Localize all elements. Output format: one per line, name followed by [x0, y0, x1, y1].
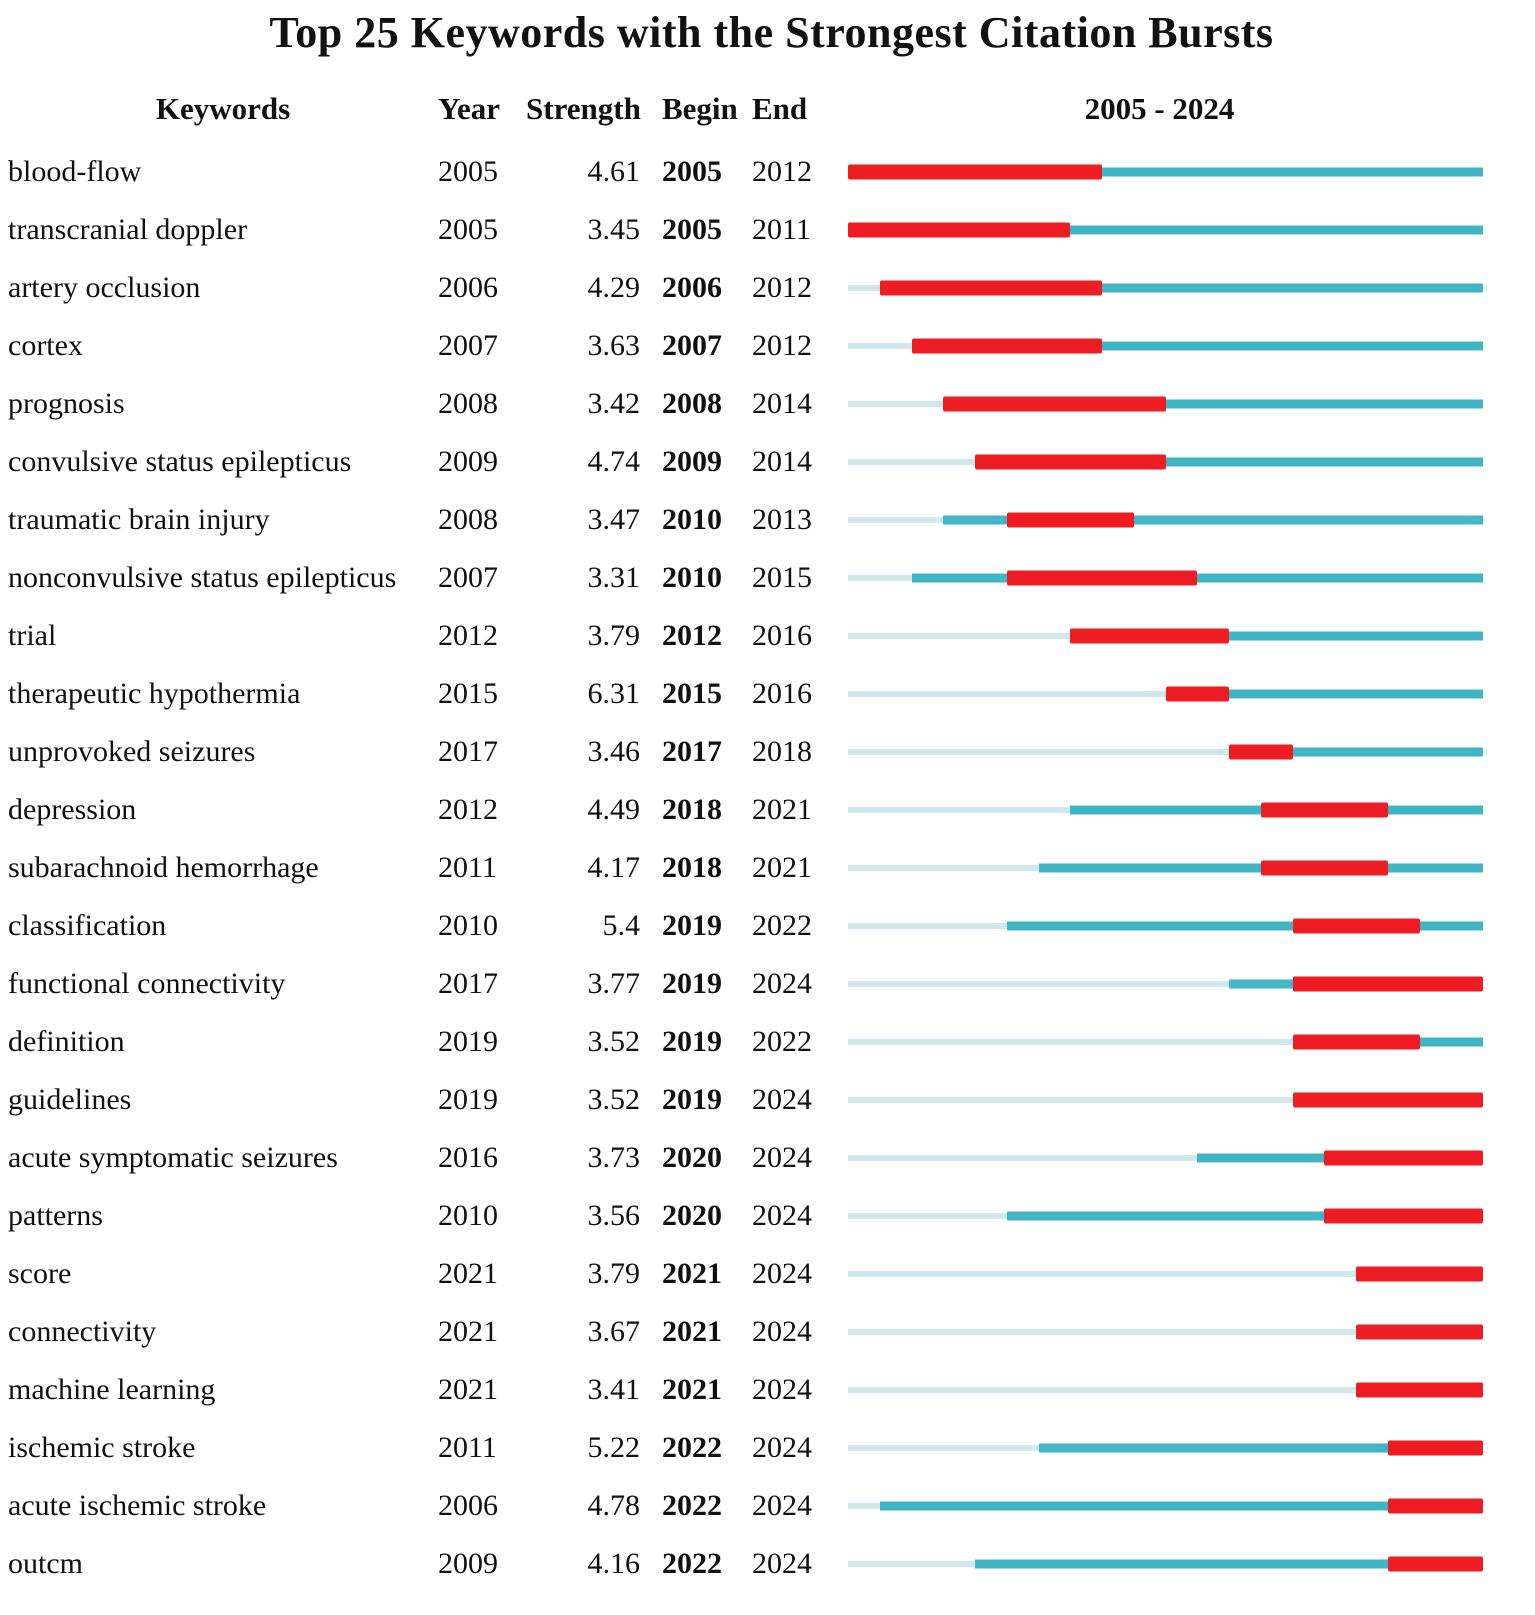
table-body: [8, 143, 1535, 1593]
timeline-segment-active: [1420, 1037, 1484, 1046]
timeline-bar: [848, 259, 1483, 317]
strength-cell: 3.77: [587, 966, 640, 1000]
keyword-cell: transcranial doppler: [8, 212, 248, 246]
end-cell: 2018: [752, 734, 812, 768]
table-row: [8, 143, 1535, 201]
timeline-bar: [848, 839, 1483, 897]
strength-cell: 3.56: [587, 1198, 640, 1232]
end-cell: 2014: [752, 444, 812, 478]
year-cell: 2012: [438, 618, 498, 652]
timeline-segment-burst: [880, 280, 1102, 295]
timeline-segment-inactive: [848, 1155, 1197, 1161]
timeline-segment-active: [1102, 283, 1483, 292]
timeline-segment-active: [1007, 1211, 1325, 1220]
end-cell: 2024: [752, 1546, 812, 1580]
table-row: [8, 201, 1535, 259]
timeline-segment-active: [1229, 979, 1293, 988]
strength-cell: 3.46: [587, 734, 640, 768]
timeline-segment-burst: [1229, 744, 1293, 759]
begin-cell: 2020: [662, 1140, 722, 1174]
keyword-cell: subarachnoid hemorrhage: [8, 850, 319, 884]
begin-cell: 2022: [662, 1488, 722, 1522]
strength-cell: 5.22: [587, 1430, 640, 1464]
col-header-timeline: 2005 - 2024: [1084, 90, 1235, 126]
begin-cell: 2022: [662, 1430, 722, 1464]
keyword-cell: patterns: [8, 1198, 103, 1232]
timeline-segment-burst: [1007, 570, 1198, 585]
table-row: [8, 549, 1535, 607]
begin-cell: 2005: [662, 154, 722, 188]
table-row: [8, 839, 1535, 897]
timeline-segment-inactive: [848, 1445, 1039, 1451]
begin-cell: 2010: [662, 560, 722, 594]
strength-cell: 3.47: [587, 502, 640, 536]
timeline-segment-burst: [1356, 1324, 1483, 1339]
timeline-segment-inactive: [848, 1503, 880, 1509]
keyword-cell: definition: [8, 1024, 125, 1058]
table-row: [8, 897, 1535, 955]
keyword-cell: machine learning: [8, 1372, 216, 1406]
begin-cell: 2009: [662, 444, 722, 478]
year-cell: 2017: [438, 734, 498, 768]
timeline-segment-active: [1197, 573, 1483, 582]
table-row: [8, 1303, 1535, 1361]
table-row: [8, 955, 1535, 1013]
timeline-segment-burst: [912, 338, 1103, 353]
end-cell: 2012: [752, 154, 812, 188]
strength-cell: 3.52: [587, 1024, 640, 1058]
end-cell: 2024: [752, 1198, 812, 1232]
timeline-segment-inactive: [848, 1213, 1007, 1219]
keyword-cell: artery occlusion: [8, 270, 201, 304]
keyword-cell: prognosis: [8, 386, 125, 420]
strength-cell: 3.79: [587, 1256, 640, 1290]
year-cell: 2009: [438, 1546, 498, 1580]
timeline-segment-burst: [1261, 802, 1388, 817]
timeline-segment-inactive: [848, 1271, 1356, 1277]
end-cell: 2024: [752, 1372, 812, 1406]
strength-cell: 3.41: [587, 1372, 640, 1406]
year-cell: 2008: [438, 386, 498, 420]
timeline-segment-burst: [1070, 628, 1229, 643]
timeline-bar: [848, 1013, 1483, 1071]
begin-cell: 2018: [662, 792, 722, 826]
table-row: [8, 781, 1535, 839]
timeline-segment-inactive: [848, 401, 943, 407]
timeline-segment-burst: [1324, 1208, 1483, 1223]
year-cell: 2005: [438, 212, 498, 246]
year-cell: 2009: [438, 444, 498, 478]
year-cell: 2021: [438, 1314, 498, 1348]
timeline-segment-burst: [1324, 1150, 1483, 1165]
year-cell: 2015: [438, 676, 498, 710]
timeline-segment-burst: [1293, 918, 1420, 933]
begin-cell: 2021: [662, 1256, 722, 1290]
timeline-bar: [848, 1187, 1483, 1245]
keyword-cell: traumatic brain injury: [8, 502, 270, 536]
timeline-bar: [848, 549, 1483, 607]
strength-cell: 4.49: [587, 792, 640, 826]
timeline-segment-burst: [1007, 512, 1134, 527]
year-cell: 2019: [438, 1082, 498, 1116]
strength-cell: 3.67: [587, 1314, 640, 1348]
year-cell: 2019: [438, 1024, 498, 1058]
timeline-segment-inactive: [848, 517, 943, 523]
year-cell: 2010: [438, 908, 498, 942]
timeline-segment-inactive: [848, 865, 1039, 871]
timeline-segment-burst: [1388, 1440, 1483, 1455]
timeline-bar: [848, 433, 1483, 491]
begin-cell: 2021: [662, 1372, 722, 1406]
begin-cell: 2005: [662, 212, 722, 246]
end-cell: 2022: [752, 908, 812, 942]
end-cell: 2016: [752, 618, 812, 652]
strength-cell: 3.52: [587, 1082, 640, 1116]
strength-cell: 3.42: [587, 386, 640, 420]
timeline-segment-burst: [848, 222, 1070, 237]
table-row: [8, 1071, 1535, 1129]
year-cell: 2006: [438, 270, 498, 304]
begin-cell: 2012: [662, 618, 722, 652]
timeline-segment-active: [1134, 515, 1483, 524]
timeline-segment-active: [1102, 167, 1483, 176]
timeline-segment-inactive: [848, 923, 1007, 929]
strength-cell: 4.78: [587, 1488, 640, 1522]
keyword-cell: connectivity: [8, 1314, 157, 1348]
table-row: [8, 1129, 1535, 1187]
timeline-bar: [848, 1535, 1483, 1593]
timeline-segment-active: [1102, 341, 1483, 350]
end-cell: 2024: [752, 1256, 812, 1290]
timeline-segment-inactive: [848, 459, 975, 465]
begin-cell: 2021: [662, 1314, 722, 1348]
timeline-segment-active: [943, 515, 1007, 524]
strength-cell: 3.73: [587, 1140, 640, 1174]
col-header-keywords: Keywords: [155, 90, 291, 126]
chart-title: Top 25 Keywords with the Strongest Citation Bursts: [269, 8, 1274, 57]
timeline-segment-active: [1197, 1153, 1324, 1162]
end-cell: 2012: [752, 270, 812, 304]
timeline-segment-burst: [1293, 1092, 1484, 1107]
year-cell: 2016: [438, 1140, 498, 1174]
strength-cell: 5.4: [602, 908, 640, 942]
table-row: [8, 259, 1535, 317]
end-cell: 2024: [752, 1488, 812, 1522]
end-cell: 2022: [752, 1024, 812, 1058]
timeline-bar: [848, 781, 1483, 839]
end-cell: 2013: [752, 502, 812, 536]
timeline-bar: [848, 897, 1483, 955]
year-cell: 2006: [438, 1488, 498, 1522]
table-row: [8, 1361, 1535, 1419]
begin-cell: 2015: [662, 676, 722, 710]
timeline-bar: [848, 143, 1483, 201]
year-cell: 2017: [438, 966, 498, 1000]
keyword-cell: unprovoked seizures: [8, 734, 256, 768]
timeline-segment-burst: [1356, 1266, 1483, 1281]
timeline-bar: [848, 1361, 1483, 1419]
timeline-bar: [848, 1071, 1483, 1129]
table-row: [8, 1245, 1535, 1303]
begin-cell: 2017: [662, 734, 722, 768]
strength-cell: 4.16: [587, 1546, 640, 1580]
strength-cell: 4.29: [587, 270, 640, 304]
col-header-end: End: [752, 90, 808, 126]
table-row: [8, 433, 1535, 491]
timeline-bar: [848, 1419, 1483, 1477]
table-row: [8, 1477, 1535, 1535]
timeline-segment-inactive: [848, 1387, 1356, 1393]
timeline-segment-inactive: [848, 807, 1070, 813]
table-row: [8, 1419, 1535, 1477]
timeline-segment-inactive: [848, 749, 1229, 755]
col-header-begin: Begin: [662, 90, 738, 126]
timeline-segment-active: [1166, 457, 1484, 466]
strength-cell: 3.45: [587, 212, 640, 246]
timeline-bar: [848, 723, 1483, 781]
timeline-bar: [848, 491, 1483, 549]
strength-cell: 4.61: [587, 154, 640, 188]
begin-cell: 2007: [662, 328, 722, 362]
begin-cell: 2022: [662, 1546, 722, 1580]
end-cell: 2024: [752, 1314, 812, 1348]
timeline-segment-inactive: [848, 691, 1166, 697]
timeline-bar: [848, 1303, 1483, 1361]
table-row: [8, 491, 1535, 549]
timeline-segment-active: [1388, 805, 1483, 814]
timeline-segment-active: [1070, 805, 1261, 814]
year-cell: 2010: [438, 1198, 498, 1232]
timeline-bar: [848, 375, 1483, 433]
strength-cell: 3.63: [587, 328, 640, 362]
strength-cell: 4.74: [587, 444, 640, 478]
year-cell: 2007: [438, 560, 498, 594]
end-cell: 2012: [752, 328, 812, 362]
end-cell: 2024: [752, 1430, 812, 1464]
table-row: [8, 665, 1535, 723]
keyword-cell: depression: [8, 792, 137, 826]
keyword-cell: guidelines: [8, 1082, 132, 1116]
keyword-cell: ischemic stroke: [8, 1430, 196, 1464]
end-cell: 2021: [752, 792, 812, 826]
year-cell: 2011: [438, 1430, 497, 1464]
begin-cell: 2006: [662, 270, 722, 304]
begin-cell: 2018: [662, 850, 722, 884]
timeline-bar: [848, 201, 1483, 259]
end-cell: 2014: [752, 386, 812, 420]
year-cell: 2012: [438, 792, 498, 826]
end-cell: 2024: [752, 1082, 812, 1116]
timeline-segment-active: [1229, 631, 1483, 640]
timeline-segment-burst: [1261, 860, 1388, 875]
col-header-year: Year: [438, 90, 500, 126]
keyword-cell: outcm: [8, 1546, 83, 1580]
end-cell: 2015: [752, 560, 812, 594]
table-row: [8, 723, 1535, 781]
timeline-segment-burst: [1293, 1034, 1420, 1049]
year-cell: 2005: [438, 154, 498, 188]
timeline-segment-burst: [1388, 1498, 1483, 1513]
timeline-bar: [848, 955, 1483, 1013]
keyword-cell: score: [8, 1256, 72, 1290]
timeline-bar: [848, 1477, 1483, 1535]
keyword-cell: trial: [8, 618, 57, 652]
keyword-cell: classification: [8, 908, 167, 942]
strength-cell: 4.17: [587, 850, 640, 884]
timeline-segment-active: [1166, 399, 1484, 408]
table-row: [8, 1535, 1535, 1593]
timeline-segment-burst: [1166, 686, 1230, 701]
begin-cell: 2008: [662, 386, 722, 420]
keyword-cell: acute ischemic stroke: [8, 1488, 267, 1522]
keyword-cell: functional connectivity: [8, 966, 286, 1000]
end-cell: 2024: [752, 1140, 812, 1174]
timeline-segment-inactive: [848, 1329, 1356, 1335]
keyword-cell: convulsive status epilepticus: [8, 444, 352, 478]
year-cell: 2021: [438, 1372, 498, 1406]
timeline-segment-inactive: [848, 1039, 1293, 1045]
begin-cell: 2019: [662, 908, 722, 942]
timeline-segment-active: [1039, 863, 1261, 872]
timeline-segment-burst: [975, 454, 1166, 469]
keyword-cell: cortex: [8, 328, 83, 362]
timeline-bar: [848, 1129, 1483, 1187]
begin-cell: 2019: [662, 1024, 722, 1058]
timeline-bar: [848, 1245, 1483, 1303]
timeline-segment-inactive: [848, 1097, 1293, 1103]
begin-cell: 2010: [662, 502, 722, 536]
strength-cell: 3.79: [587, 618, 640, 652]
timeline-segment-burst: [1388, 1556, 1483, 1571]
strength-cell: 3.31: [587, 560, 640, 594]
timeline-bar: [848, 665, 1483, 723]
timeline-segment-burst: [1293, 976, 1484, 991]
table-header: [8, 85, 1535, 133]
timeline-segment-inactive: [848, 633, 1070, 639]
keyword-cell: acute symptomatic seizures: [8, 1140, 338, 1174]
begin-cell: 2019: [662, 1082, 722, 1116]
timeline-segment-active: [1420, 921, 1484, 930]
timeline-segment-burst: [943, 396, 1165, 411]
end-cell: 2021: [752, 850, 812, 884]
timeline-segment-active: [880, 1501, 1388, 1510]
timeline-segment-active: [1039, 1443, 1388, 1452]
table-row: [8, 607, 1535, 665]
col-header-strength: Strength: [526, 90, 641, 126]
timeline-bar: [848, 607, 1483, 665]
timeline-segment-active: [1293, 747, 1484, 756]
keyword-cell: nonconvulsive status epilepticus: [8, 560, 397, 594]
timeline-segment-active: [912, 573, 1007, 582]
keyword-cell: blood-flow: [8, 154, 142, 188]
table-row: [8, 375, 1535, 433]
timeline-segment-inactive: [848, 285, 880, 291]
timeline-segment-active: [1388, 863, 1483, 872]
end-cell: 2016: [752, 676, 812, 710]
year-cell: 2008: [438, 502, 498, 536]
end-cell: 2024: [752, 966, 812, 1000]
begin-cell: 2020: [662, 1198, 722, 1232]
year-cell: 2021: [438, 1256, 498, 1290]
year-cell: 2007: [438, 328, 498, 362]
timeline-segment-inactive: [848, 575, 912, 581]
timeline-segment-burst: [848, 164, 1102, 179]
table-row: [8, 1013, 1535, 1071]
keyword-cell: therapeutic hypothermia: [8, 676, 301, 710]
timeline-segment-active: [1007, 921, 1293, 930]
timeline-bar: [848, 317, 1483, 375]
table-row: [8, 1187, 1535, 1245]
timeline-segment-active: [1229, 689, 1483, 698]
timeline-segment-active: [975, 1559, 1388, 1568]
strength-cell: 6.31: [587, 676, 640, 710]
timeline-segment-active: [1070, 225, 1483, 234]
table-row: [8, 317, 1535, 375]
timeline-segment-inactive: [848, 343, 912, 349]
begin-cell: 2019: [662, 966, 722, 1000]
timeline-segment-inactive: [848, 1561, 975, 1567]
end-cell: 2011: [752, 212, 811, 246]
year-cell: 2011: [438, 850, 497, 884]
timeline-segment-inactive: [848, 981, 1229, 987]
timeline-segment-burst: [1356, 1382, 1483, 1397]
